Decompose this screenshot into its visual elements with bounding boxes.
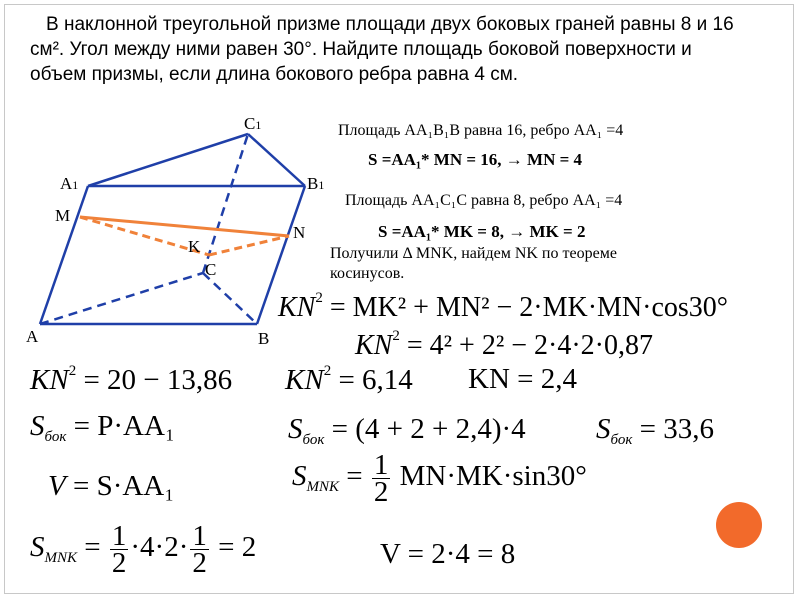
segment-kn [209, 236, 289, 255]
label-n: N [293, 223, 306, 242]
edge-c1-b1 [248, 134, 305, 186]
accent-circle [716, 502, 762, 548]
formula-cosine-law: $KN^2 = MK^2 + MN^2 - 2\cdot MK\cdot MN\cdot\cos 30^\circ$ [278, 290, 728, 323]
formula-substitution: $KN^2 = 4^2 + 2^2 - 2\cdot 4\cdot 2\cdot 0,87$ [355, 328, 653, 361]
note-mk: S =AA₁* MK = 8, → MK = 2 [378, 222, 586, 241]
problem-statement: В наклонной треугольной призме площади двух боковых граней равны 8 и 16 см². Угол между ними равен 30°. Найдите площадь боковой поверхности и объем призмы, если длина бокового ребра равна 4 см. [30, 14, 734, 85]
edge-a-c [40, 273, 203, 324]
label-b: B [258, 329, 270, 348]
label-m: M [55, 206, 71, 225]
prism-figure [0, 110, 330, 460]
formula-lateral-area-def: $S_{бок} = P\cdot AA_1$ [30, 410, 176, 445]
label-c1: C1 [244, 114, 262, 133]
note-area-aa1b1b: Площадь АА₁В₁В равна 16, ребро АА₁ =4 [338, 122, 624, 139]
note-mn: S =AA₁* MN = 16, → MN = 4 [368, 150, 583, 169]
fraction-one-half-b: $\frac{1}{2}$ [192, 520, 207, 579]
formula-section-area-calc: $S_{MNK}$ = $\frac{1}{2}$ ·4·2· $\frac{1}{2}$ = 2 [30, 520, 257, 579]
formula-kn2-value: $KN^2 = 6,14$ [285, 363, 413, 396]
formula-kn-value: KN = 2,4 [468, 363, 577, 395]
formula-lateral-area-result: $S_{бок} = 33,6$ [596, 413, 714, 448]
formula-section-area-def: $S_{MNK}$ = $\frac{1}{2}$ MN·MK·sin30° [292, 449, 587, 508]
note-triangle-line1: Получили Δ MNK, найдем NK по теореме [330, 245, 617, 262]
formula-kn2-difference: $KN^2 = 20 - 13,86$ [30, 363, 233, 396]
label-b1: B1 [307, 174, 325, 193]
label-c: C [205, 260, 217, 279]
label-a: A [26, 327, 39, 346]
label-a1: A1 [60, 174, 79, 193]
edge-a1-c1 [88, 134, 248, 186]
formula-lateral-area-calc: $S_{бок} = (4 + 2 + 2,4)\cdot 4$ [288, 413, 526, 448]
fraction-one-half: $\frac{1}{2}$ [373, 449, 389, 508]
formula-volume-def: V = S·AA₁ [48, 470, 175, 502]
edge-c-b [203, 273, 257, 324]
fraction-one-half-a: $\frac{1}{2}$ [111, 520, 127, 579]
formula-volume-result: V = 2·4 = 8 [380, 538, 516, 570]
label-k: K [188, 237, 201, 256]
note-triangle-line2: косинусов. [330, 265, 405, 282]
note-area-aa1c1c: Площадь АА₁С₁С равна 8, ребро АА₁ =4 [345, 192, 623, 209]
